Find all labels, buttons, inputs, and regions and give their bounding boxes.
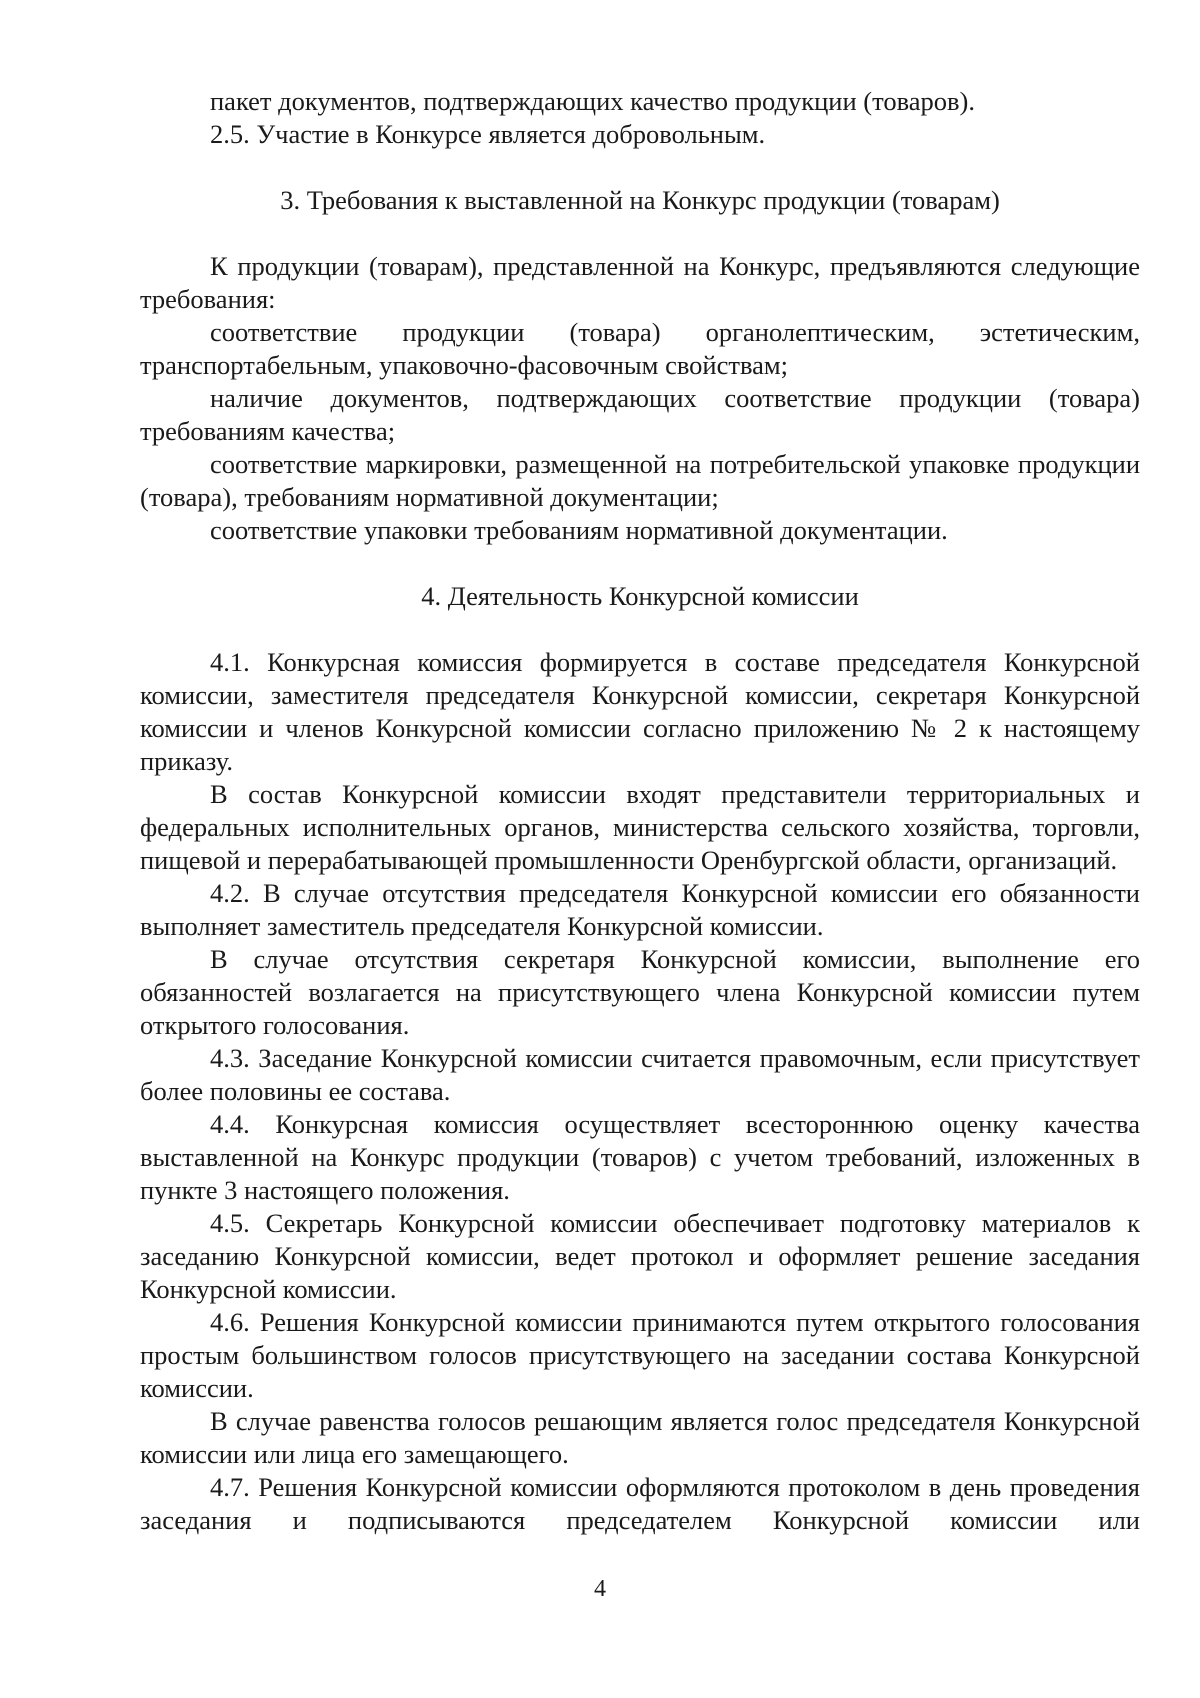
continued-paragraph: пакет документов, подтверждающих качество продукции (товаров). xyxy=(210,86,975,116)
clause-4-6: 4.6. Решения Конкурсной комиссии принимаются путем открытого голосования простым большинством голосов присутствующего на заседании состава Конкурсной комиссии. xyxy=(140,1307,1140,1403)
section-3-intro: К продукции (товарам), представленной на Конкурс, предъявляются следующие требования: xyxy=(140,251,1140,314)
clause-4-3: 4.3. Заседание Конкурсной комиссии считается правомочным, если присутствует более половины ее состава. xyxy=(140,1043,1140,1106)
section-4-heading: 4. Деятельность Конкурсной комиссии xyxy=(421,581,859,611)
clause-paragraph: В состав Конкурсной комиссии входят представители территориальных и федеральных исполнительных органов, министерства сельского хозяйства, торговли, пищевой и перерабатывающей промышленности Оренбургской области, организаций. xyxy=(140,779,1140,875)
clause-paragraph: В случае равенства голосов решающим является голос председателя Конкурсной комиссии или лица его замещающего. xyxy=(140,1406,1140,1469)
clause-paragraph: В случае отсутствия секретаря Конкурсной комиссии, выполнение его обязанностей возлагается на присутствующего члена Конкурсной комиссии путем открытого голосования. xyxy=(140,944,1140,1040)
clause-4-2: 4.2. В случае отсутствия председателя Конкурсной комиссии его обязанности выполняет заместитель председателя Конкурсной комиссии. xyxy=(140,878,1140,941)
clause-4-1: 4.1. Конкурсная комиссия формируется в составе председателя Конкурсной комиссии, заместителя председателя Конкурсной комиссии, секретаря Конкурсной комиссии и членов Конкурсной комиссии согласно приложению № 2 к настоящему приказу. xyxy=(140,647,1140,776)
clause-4-7: 4.7. Решения Конкурсной комиссии оформляются протоколом в день проведения заседания и подписываются председателем Конкурсной комиссии или xyxy=(140,1472,1140,1535)
requirement-item: соответствие маркировки, размещенной на потребительской упаковке продукции (товара), требованиям нормативной документации; xyxy=(140,449,1140,512)
section-3-heading: 3. Требования к выставленной на Конкурс продукции (товарам) xyxy=(280,185,1000,215)
requirement-item: соответствие упаковки требованиям нормативной документации. xyxy=(210,515,948,545)
clause-4-4: 4.4. Конкурсная комиссия осуществляет всестороннюю оценку качества выставленной на Конкурс продукции (товаров) с учетом требований, изложенных в пункте 3 настоящего положения. xyxy=(140,1109,1140,1205)
clause-2-5: 2.5. Участие в Конкурсе является добровольным. xyxy=(210,119,766,149)
clause-4-5: 4.5. Секретарь Конкурсной комиссии обеспечивает подготовку материалов к заседанию Конкурсной комиссии, ведет протокол и оформляет решение заседания Конкурсной комиссии. xyxy=(140,1208,1140,1304)
requirement-item: наличие документов, подтверждающих соответствие продукции (товара) требованиям качества; xyxy=(140,383,1140,446)
requirement-item: соответствие продукции (товара) органолептическим, эстетическим, транспортабельным, упаковочно-фасовочным свойствам; xyxy=(140,317,1140,380)
page-body xyxy=(140,85,1140,1537)
page-number: 4 xyxy=(594,1576,606,1602)
